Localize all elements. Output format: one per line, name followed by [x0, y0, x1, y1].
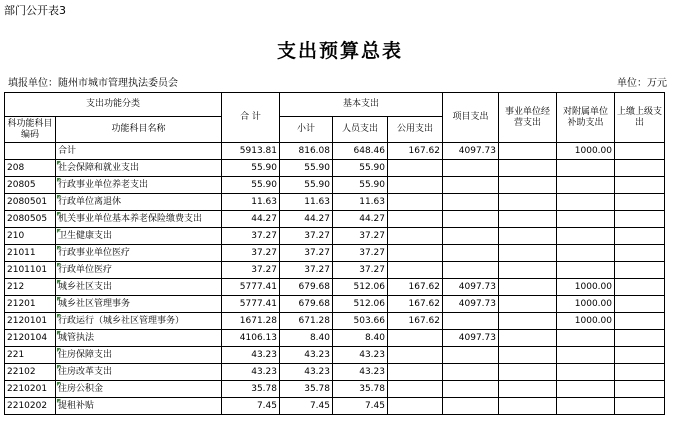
cell-upper: [615, 330, 665, 347]
table-body: [5, 143, 665, 415]
cell-total: 55.90: [222, 160, 280, 177]
cell-flag-icon: [57, 399, 61, 403]
cell-name: 行政事业单位医疗: [56, 245, 222, 262]
cell-public: 167.62: [388, 296, 443, 313]
cell-public: [388, 211, 443, 228]
cell-upper: [615, 398, 665, 415]
header-subsidy: 对附属单位补助支出: [557, 93, 615, 143]
cell-project: [443, 177, 499, 194]
cell-upper: [615, 279, 665, 296]
cell-subtotal: 11.63: [280, 194, 333, 211]
cell-subtotal: 816.08: [280, 143, 333, 160]
cell-code: 2120101: [5, 313, 56, 330]
cell-total: 37.27: [222, 262, 280, 279]
cell-upper: [615, 347, 665, 364]
cell-code: 208: [5, 160, 56, 177]
table-row: [5, 262, 665, 279]
table-row: [5, 245, 665, 262]
cell-total: 5777.41: [222, 296, 280, 313]
header-personnel: 人员支出: [333, 117, 388, 143]
cell-flag-icon: [57, 212, 61, 216]
cell-upper: [615, 194, 665, 211]
cell-project: 4097.73: [443, 296, 499, 313]
table-row: [5, 330, 665, 347]
cell-enterprise: [499, 313, 557, 330]
table-row: [5, 398, 665, 415]
cell-name: 城乡社区支出: [56, 279, 222, 296]
cell-subsidy: [557, 364, 615, 381]
cell-enterprise: [499, 177, 557, 194]
cell-personnel: 44.27: [333, 211, 388, 228]
table-row: [5, 228, 665, 245]
cell-total: 1671.28: [222, 313, 280, 330]
cell-subtotal: 8.40: [280, 330, 333, 347]
cell-project: [443, 211, 499, 228]
cell-upper: [615, 228, 665, 245]
cell-enterprise: [499, 262, 557, 279]
cell-subtotal: 35.78: [280, 381, 333, 398]
cell-subtotal: 43.23: [280, 364, 333, 381]
filling-unit: 填报单位：随州市城市管理执法委员会: [8, 78, 178, 89]
cell-project: [443, 228, 499, 245]
cell-upper: [615, 296, 665, 313]
header-public: 公用支出: [388, 117, 443, 143]
cell-name: 行政单位离退休: [56, 194, 222, 211]
cell-name: 社会保障和就业支出: [56, 160, 222, 177]
cell-personnel: 648.46: [333, 143, 388, 160]
cell-subsidy: [557, 194, 615, 211]
cell-personnel: 55.90: [333, 177, 388, 194]
cell-public: [388, 160, 443, 177]
cell-total: 5777.41: [222, 279, 280, 296]
cell-project: [443, 364, 499, 381]
cell-enterprise: [499, 143, 557, 160]
cell-upper: [615, 160, 665, 177]
cell-upper: [615, 143, 665, 160]
cell-name: 行政单位医疗: [56, 262, 222, 279]
cell-personnel: 43.23: [333, 347, 388, 364]
cell-subsidy: 1000.00: [557, 143, 615, 160]
cell-public: [388, 177, 443, 194]
cell-enterprise: [499, 228, 557, 245]
cell-flag-icon: [57, 246, 61, 250]
cell-total: 44.27: [222, 211, 280, 228]
currency-unit: 单位：万元: [617, 78, 667, 89]
cell-subsidy: 1000.00: [557, 313, 615, 330]
cell-name: 合计: [56, 143, 222, 160]
cell-code: 2080501: [5, 194, 56, 211]
table-row: [5, 143, 665, 160]
cell-subtotal: 55.90: [280, 160, 333, 177]
cell-total: 35.78: [222, 381, 280, 398]
cell-public: [388, 194, 443, 211]
cell-upper: [615, 381, 665, 398]
cell-code: 21011: [5, 245, 56, 262]
cell-subsidy: [557, 347, 615, 364]
cell-total: 11.63: [222, 194, 280, 211]
cell-subsidy: [557, 177, 615, 194]
cell-enterprise: [499, 381, 557, 398]
cell-enterprise: [499, 211, 557, 228]
cell-subtotal: 37.27: [280, 228, 333, 245]
cell-public: [388, 381, 443, 398]
cell-subtotal: 7.45: [280, 398, 333, 415]
cell-flag-icon: [57, 297, 61, 301]
cell-project: [443, 245, 499, 262]
cell-subtotal: 679.68: [280, 296, 333, 313]
header-subtotal: 小计: [280, 117, 333, 143]
cell-flag-icon: [57, 365, 61, 369]
cell-total: 55.90: [222, 177, 280, 194]
cell-personnel: 512.06: [333, 279, 388, 296]
cell-name: 卫生健康支出: [56, 228, 222, 245]
cell-public: [388, 245, 443, 262]
cell-personnel: 8.40: [333, 330, 388, 347]
cell-personnel: 37.27: [333, 262, 388, 279]
cell-enterprise: [499, 330, 557, 347]
cell-code: 210: [5, 228, 56, 245]
cell-enterprise: [499, 160, 557, 177]
header-name: 功能科目名称: [56, 117, 222, 143]
cell-project: [443, 160, 499, 177]
cell-public: 167.62: [388, 279, 443, 296]
cell-subsidy: [557, 381, 615, 398]
cell-total: 4106.13: [222, 330, 280, 347]
cell-personnel: 55.90: [333, 160, 388, 177]
cell-personnel: 11.63: [333, 194, 388, 211]
cell-upper: [615, 262, 665, 279]
table-row: [5, 347, 665, 364]
cell-personnel: 512.06: [333, 296, 388, 313]
cell-name: 行政事业单位养老支出: [56, 177, 222, 194]
table-row: [5, 313, 665, 330]
cell-project: [443, 313, 499, 330]
cell-code: 2120104: [5, 330, 56, 347]
cell-upper: [615, 211, 665, 228]
cell-subsidy: [557, 262, 615, 279]
cell-public: [388, 398, 443, 415]
cell-code: 212: [5, 279, 56, 296]
cell-subtotal: 55.90: [280, 177, 333, 194]
cell-flag-icon: [57, 382, 61, 386]
cell-personnel: 7.45: [333, 398, 388, 415]
cell-total: 7.45: [222, 398, 280, 415]
table-row: [5, 296, 665, 313]
table-row: [5, 381, 665, 398]
cell-public: 167.62: [388, 313, 443, 330]
cell-name: 提租补贴: [56, 398, 222, 415]
cell-code: 2101101: [5, 262, 56, 279]
cell-code: 2210201: [5, 381, 56, 398]
cell-name: 住房保障支出: [56, 347, 222, 364]
cell-flag-icon: [57, 280, 61, 284]
cell-public: [388, 228, 443, 245]
cell-subtotal: 679.68: [280, 279, 333, 296]
cell-name: 城乡社区管理事务: [56, 296, 222, 313]
cell-enterprise: [499, 296, 557, 313]
cell-upper: [615, 313, 665, 330]
cell-subtotal: 44.27: [280, 211, 333, 228]
cell-code: 21201: [5, 296, 56, 313]
cell-total: 37.27: [222, 228, 280, 245]
header-total: 合 计: [222, 93, 280, 143]
cell-name: 机关事业单位基本养老保险缴费支出: [56, 211, 222, 228]
header-enterprise: 事业单位经营支出: [499, 93, 557, 143]
cell-public: [388, 347, 443, 364]
cell-project: [443, 347, 499, 364]
cell-project: [443, 262, 499, 279]
cell-code: 2080505: [5, 211, 56, 228]
cell-enterprise: [499, 398, 557, 415]
cell-flag-icon: [57, 161, 61, 165]
cell-total: 5913.81: [222, 143, 280, 160]
cell-flag-icon: [57, 178, 61, 182]
cell-subsidy: [557, 160, 615, 177]
table-row: [5, 177, 665, 194]
cell-subtotal: 43.23: [280, 347, 333, 364]
cell-public: [388, 330, 443, 347]
header-basic: 基本支出: [280, 93, 443, 117]
cell-name: 住房改革支出: [56, 364, 222, 381]
cell-subsidy: 1000.00: [557, 279, 615, 296]
cell-total: 37.27: [222, 245, 280, 262]
cell-public: [388, 262, 443, 279]
header-category: 支出功能分类: [5, 93, 222, 117]
cell-total: 43.23: [222, 347, 280, 364]
cell-enterprise: [499, 194, 557, 211]
page-title: 支出预算总表: [276, 40, 403, 62]
cell-upper: [615, 245, 665, 262]
cell-upper: [615, 364, 665, 381]
cell-project: 4097.73: [443, 330, 499, 347]
cell-subsidy: 1000.00: [557, 296, 615, 313]
cell-subsidy: [557, 245, 615, 262]
cell-subtotal: 37.27: [280, 262, 333, 279]
cell-enterprise: [499, 245, 557, 262]
cell-personnel: 37.27: [333, 228, 388, 245]
header-code: 科功能科目编码: [5, 117, 56, 143]
cell-enterprise: [499, 347, 557, 364]
doc-label: 部门公开表3: [4, 4, 66, 17]
cell-personnel: 37.27: [333, 245, 388, 262]
cell-upper: [615, 177, 665, 194]
cell-flag-icon: [57, 229, 61, 233]
cell-project: [443, 398, 499, 415]
cell-name: 城管执法: [56, 330, 222, 347]
cell-subsidy: [557, 398, 615, 415]
cell-personnel: 43.23: [333, 364, 388, 381]
cell-flag-icon: [57, 348, 61, 352]
cell-personnel: 35.78: [333, 381, 388, 398]
header-upper: 上缴上级支出: [615, 93, 665, 143]
cell-flag-icon: [57, 314, 61, 318]
cell-personnel: 503.66: [333, 313, 388, 330]
cell-subtotal: 37.27: [280, 245, 333, 262]
cell-subsidy: [557, 211, 615, 228]
cell-public: 167.62: [388, 143, 443, 160]
cell-flag-icon: [57, 331, 61, 335]
cell-project: [443, 194, 499, 211]
budget-table: [4, 92, 665, 415]
table-row: [5, 279, 665, 296]
cell-code: 2210202: [5, 398, 56, 415]
table-row: [5, 364, 665, 381]
cell-public: [388, 364, 443, 381]
cell-flag-icon: [57, 195, 61, 199]
cell-total: 43.23: [222, 364, 280, 381]
cell-enterprise: [499, 364, 557, 381]
table-row: [5, 211, 665, 228]
cell-subsidy: [557, 228, 615, 245]
cell-flag-icon: [57, 263, 61, 267]
cell-code: 22102: [5, 364, 56, 381]
cell-subsidy: [557, 330, 615, 347]
cell-project: 4097.73: [443, 279, 499, 296]
cell-code: 20805: [5, 177, 56, 194]
cell-enterprise: [499, 279, 557, 296]
table-row: [5, 160, 665, 177]
cell-project: 4097.73: [443, 143, 499, 160]
table-row: [5, 194, 665, 211]
header-project: 项目支出: [443, 93, 499, 143]
cell-code: 221: [5, 347, 56, 364]
cell-name: 住房公积金: [56, 381, 222, 398]
cell-code: [5, 143, 56, 160]
cell-name: 行政运行（城乡社区管理事务）: [56, 313, 222, 330]
cell-project: [443, 381, 499, 398]
cell-subtotal: 671.28: [280, 313, 333, 330]
